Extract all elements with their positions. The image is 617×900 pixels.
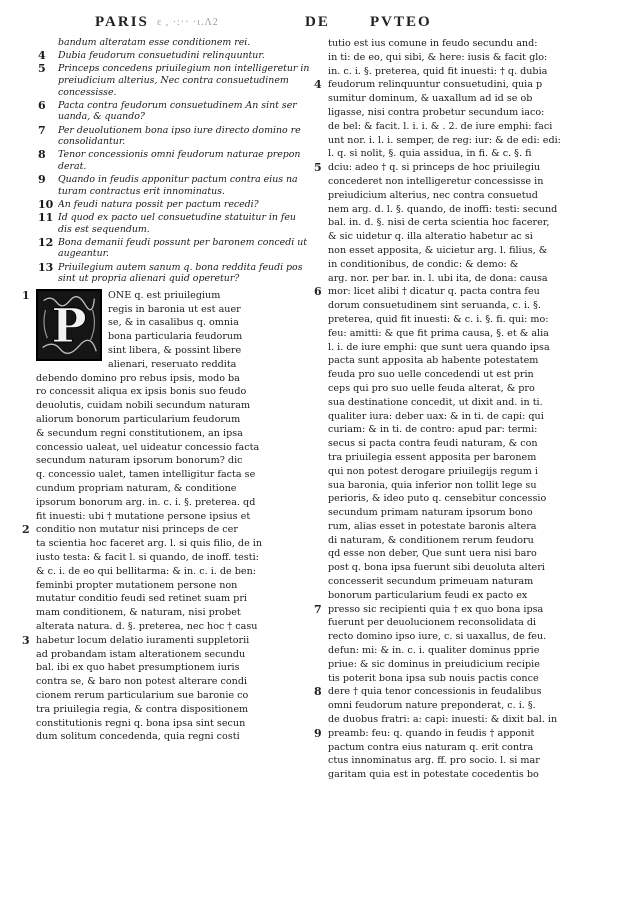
text-line: mam conditionem, & naturam, nisi probet xyxy=(36,607,241,619)
summary-item xyxy=(36,100,311,123)
text-line: secundum naturam ipsorum bonorum? dic xyxy=(36,455,243,467)
header-word-paris: PARIS xyxy=(95,14,149,30)
summary-number: 13 xyxy=(38,260,54,274)
margin-number: 7 xyxy=(314,602,322,616)
summary-line: Id quod ex pacto uel consuetudine statuitur in feu xyxy=(58,212,296,224)
text-line: sint libera, & possint libere xyxy=(108,345,242,356)
text-line: l. i. de iure emphi: que sunt uera quando ipsa xyxy=(328,341,550,353)
summary-number: 12 xyxy=(38,235,54,249)
summary-line: dis est sequendum. xyxy=(58,223,150,235)
summary-item xyxy=(36,37,311,49)
text-line: bal. in. d. §. nisi de certa scientia hoc facerer, xyxy=(328,217,550,229)
summary-line: preiudicium alterius, Nec contra consuetudinem xyxy=(58,74,289,86)
summary-line: derat. xyxy=(58,160,87,172)
text-line: bal. ibi ex quo habet presumptionem iuris xyxy=(36,662,240,674)
text-line: in conditionibus, de condic: & demo: & xyxy=(328,258,519,270)
margin-number: 1 xyxy=(22,288,30,302)
text-line: debendo domino pro rebus ipsis, modo ba xyxy=(36,372,240,384)
initial-ornament-icon xyxy=(38,291,100,359)
text-line: ad probandam istam alterationem secundu xyxy=(36,648,246,660)
text-line: tra priuilegia regia, & contra dispositionem xyxy=(36,703,249,715)
left-text-lines xyxy=(36,372,311,745)
summary-line: Princeps concedens priuilegium non intelligeretur in xyxy=(58,63,310,75)
left-body xyxy=(36,289,311,744)
text-line: presso sic recipienti quia † ex quo bona ipsa xyxy=(328,603,544,615)
text-line: fuerunt per deuolucionem reconsolidata di xyxy=(328,617,537,629)
summary-item xyxy=(36,50,311,62)
text-line: conditio non mutatur nisi princeps de cer xyxy=(36,524,238,536)
text-line: recto domino ipso iure, c. si uaxallus, de feu. xyxy=(328,631,547,643)
summary-item xyxy=(36,212,311,235)
text-line: feudorum relinquuntur consuetudini, quia p xyxy=(328,79,543,91)
text-line: dere † quia tenor concessionis in feudalibus xyxy=(328,686,542,698)
text-line: garitam quia est in potestate cocedentis bo xyxy=(328,769,539,781)
summary-line: uanda, & quando? xyxy=(58,111,145,123)
right-text-lines xyxy=(328,37,586,782)
text-line: de duobus fratri: a: capi: inuesti: & dixit bal. in xyxy=(328,714,558,726)
text-line: priue: & sic dominus in preiudicium recipie xyxy=(328,658,540,670)
text-line: tra priuilegia essent apposita per baronem xyxy=(328,451,537,463)
summary-number: 9 xyxy=(38,173,46,187)
text-line: alienari, reseruato reddita xyxy=(108,358,237,370)
text-line: secus si pacta contra feudi naturam, & con xyxy=(328,438,538,450)
header-bleed-through: ε , ·:·· ·ι.Λ2 xyxy=(157,17,219,28)
margin-number: 3 xyxy=(22,633,30,647)
text-line: se, & in casalibus q. omnia xyxy=(108,317,239,329)
text-line: fit inuesti: ubi † mutatione persone ipsius et xyxy=(36,510,251,522)
text-line: & c. i. de eo qui bellitarma: & in. c. i. de ben: xyxy=(36,565,256,577)
summary-line: bandum alteratam esse conditionem rei. xyxy=(58,37,251,48)
summary-number: 11 xyxy=(38,211,54,225)
text-line: cionem rerum particularium sue baronie co xyxy=(36,689,249,701)
text-line: iusto testa: & facit l. si quando, de inoff. testi: xyxy=(36,551,259,563)
summary-line: Priuilegium autem sanum q. bona reddita feudi pos xyxy=(58,261,303,273)
text-line: constitutionis regni q. bona ipsa sint secun xyxy=(36,717,246,729)
summary-line: consolidantur. xyxy=(58,136,126,148)
text-line: ipsorum bonorum arg. in. c. i. §. preterea. qd xyxy=(36,496,256,508)
text-line: contra se, & baro non potest alterare condi xyxy=(36,676,248,688)
initial-letter: P xyxy=(51,298,87,354)
left-column xyxy=(36,37,311,744)
summary-line: sint ut propria alienari quid operetur? xyxy=(58,273,240,285)
summary-line: Tenor concessionis omni feudorum naturae prepon xyxy=(58,149,301,161)
text-line: preamb: feu: q. quando in feudis † apponit xyxy=(328,727,535,739)
summary-item xyxy=(36,63,311,98)
text-line: l. q. si nolit, §. quia assidua, in fi. & c. §. fi xyxy=(328,148,532,160)
text-line: concederet non intelligeretur concessisse in xyxy=(328,175,544,187)
margin-number: 6 xyxy=(314,285,322,299)
margin-number: 2 xyxy=(22,523,30,537)
text-line: preterea, quid fit inuesti: & c. i. §. fi. qui: mo: xyxy=(328,313,549,325)
text-line: feminbi propter mutationem persone non xyxy=(36,579,238,591)
text-line: dorum consuetudinem sint seruanda, c. i. §. xyxy=(328,300,541,312)
text-line: dciu: adeo † q. si princeps de hoc priuilegiu xyxy=(328,162,541,174)
text-line: qualiter iura: deber uax: & in ti. de capi: qui xyxy=(328,410,544,422)
text-line: tis poterit bona ipsa sub nouis pactis conce xyxy=(328,672,539,684)
text-line: bonorum particularium feudi ex pacto ex xyxy=(328,589,528,601)
summary-line: turam contractus erit innominatus. xyxy=(58,185,225,197)
header-word-puteo: PVTEO xyxy=(370,14,432,30)
summary-line: Bona demanii feudi possunt per baronem concedi ut xyxy=(58,236,308,248)
summary-list xyxy=(36,37,311,285)
decorated-initial-p xyxy=(36,289,102,361)
text-line: & sic uidetur q. illa alteratio habetur ac si xyxy=(328,231,533,243)
text-line: mutatur conditio feudi sed retinet suam pri xyxy=(36,593,247,605)
text-line: feu: amitti: & que fit prima causa, §. et & alia xyxy=(328,327,549,339)
margin-number: 5 xyxy=(314,161,322,175)
running-header xyxy=(95,14,545,36)
margin-number: 4 xyxy=(314,78,322,92)
text-line: sua baronia, quia inferior non tollit lege su xyxy=(328,479,537,491)
text-line: concesserit secundum primeuam naturam xyxy=(328,576,534,588)
text-line: unt nor. i. l. i. semper, de reg: iur: & de edi: edi: xyxy=(328,134,561,146)
summary-number: 8 xyxy=(38,148,46,162)
text-line: tutio est ius comune in feudo secundu and: xyxy=(328,38,538,49)
text-line: ta scientia hoc faceret arg. l. si quis filio, de in xyxy=(36,538,263,550)
summary-number: 7 xyxy=(38,123,46,137)
text-line: omni feudorum nature preponderat, c. i. §. xyxy=(328,700,536,712)
summary-line: concessisse. xyxy=(58,86,117,98)
header-word-de: DE xyxy=(305,14,330,30)
summary-item xyxy=(36,125,311,148)
text-line: sumitur dominum, & uaxallum ad id se ob xyxy=(328,93,533,105)
summary-line: Pacta contra feudorum consuetudinem An sint ser xyxy=(58,99,297,111)
text-line: aliorum bonorum particularium feudorum xyxy=(36,413,241,425)
text-line: & secundum regni constitutionem, an ipsa xyxy=(36,427,243,439)
text-line: feuda pro suo uelle concedendi ut est prin xyxy=(328,369,534,381)
summary-number: 5 xyxy=(38,62,46,76)
text-line: qui non potest derogare priuilegijs regum i xyxy=(328,465,538,477)
initial-block xyxy=(36,289,311,372)
text-line: de bel: & facit. l. i. i. & . 2. de iure emphi: faci xyxy=(328,120,553,132)
summary-item xyxy=(36,174,311,197)
text-line: bona particularia feudorum xyxy=(108,331,243,343)
text-line: cundum propriam naturam, & conditione xyxy=(36,482,237,494)
text-line: secundum primam naturam ipsorum bono xyxy=(328,507,533,519)
text-line: regis in baronia ut est auer xyxy=(108,303,241,315)
text-line: sua destinatione concedit, ut dixit and. in ti. xyxy=(328,396,543,408)
summary-line: An feudi natura possit per pactum recedi? xyxy=(58,198,259,210)
margin-number: 9 xyxy=(314,726,322,740)
summary-line: Dubia feudorum consuetudini relinquuntur. xyxy=(58,50,265,62)
text-line: deuolutis, cuidam nobili secundum naturam xyxy=(36,400,251,412)
text-line: habetur locum delatio iuramenti suppletorii xyxy=(36,634,250,646)
text-line: defun: mi: & in. c. i. qualiter dominus pprie xyxy=(328,645,540,657)
text-line: alterata natura. d. §. preterea, nec hoc † casu xyxy=(36,620,258,632)
text-line: di naturam, & conditionem rerum feudoru xyxy=(328,534,534,546)
summary-number: 4 xyxy=(38,49,46,63)
text-line: pactum contra eius naturam q. erit contra xyxy=(328,741,534,753)
text-line: ro concessit aliqua ex ipsis bonis suo feudo xyxy=(36,386,247,398)
text-line: qd esse non deber, Que sunt uera nisi baro xyxy=(328,548,537,560)
text-line: q. concessio ualet, tamen intelligitur facta se xyxy=(36,469,256,481)
text-line: in ti: de eo, qui sibi, & here: iusis & facit glo: xyxy=(328,51,548,63)
text-line: in. c. i. §. preterea, quid fit inuesti: † q. dubia xyxy=(328,65,548,77)
summary-line: Quando in feudis apponitur pactum contra eius na xyxy=(58,174,298,186)
margin-number: 8 xyxy=(314,685,322,699)
right-column xyxy=(328,37,586,782)
text-line: ligasse, nisi contra probetur secundum iaco: xyxy=(328,106,545,118)
text-line: perioris, & ideo puto q. censebitur concessio xyxy=(328,493,547,505)
text-line: concessio ualeat, uel uideatur concessio facta xyxy=(36,441,260,453)
text-line: ctus innominatus arg. ff. pro socio. l. si mar xyxy=(328,755,540,767)
text-line: curiam: & in ti. de contro: apud par: termi: xyxy=(328,424,538,436)
summary-line: augeantur. xyxy=(58,248,110,260)
text-line: non esset apposita, & uicietur arg. l. filius, & xyxy=(328,244,548,256)
text-line: mor: licet alibi † dicatur q. pacta contra feu xyxy=(328,286,540,298)
summary-item xyxy=(36,237,311,260)
text-line: arg. nor. per bar. in. l. ubi ita, de dona: causa xyxy=(328,272,548,284)
summary-item xyxy=(36,262,311,285)
summary-item xyxy=(36,149,311,172)
summary-item xyxy=(36,199,311,211)
text-line: post q. bona ipsa fuerunt sibi deuoluta alteri xyxy=(328,562,545,574)
text-line: ONE q. est priuilegium xyxy=(108,289,221,301)
summary-number: 10 xyxy=(38,197,54,211)
text-line: nem arg. d. l. §. quando, de inoffi: testi: secund xyxy=(328,203,558,215)
text-line: pacta sunt apposita ab habente potestatem xyxy=(328,355,539,367)
text-line: preiudicium alterius, nec contra consuetud xyxy=(328,189,538,201)
summary-number: 6 xyxy=(38,98,46,112)
text-line: dum solitum concedenda, quia regni costi xyxy=(36,731,240,743)
summary-line: Per deuolutionem bona ipso iure directo domino re xyxy=(58,124,301,136)
text-line: rum, alias esset in potestate baronis altera xyxy=(328,520,537,532)
text-line: ceps qui pro suo uelle feuda alterat, & pro xyxy=(328,382,535,394)
